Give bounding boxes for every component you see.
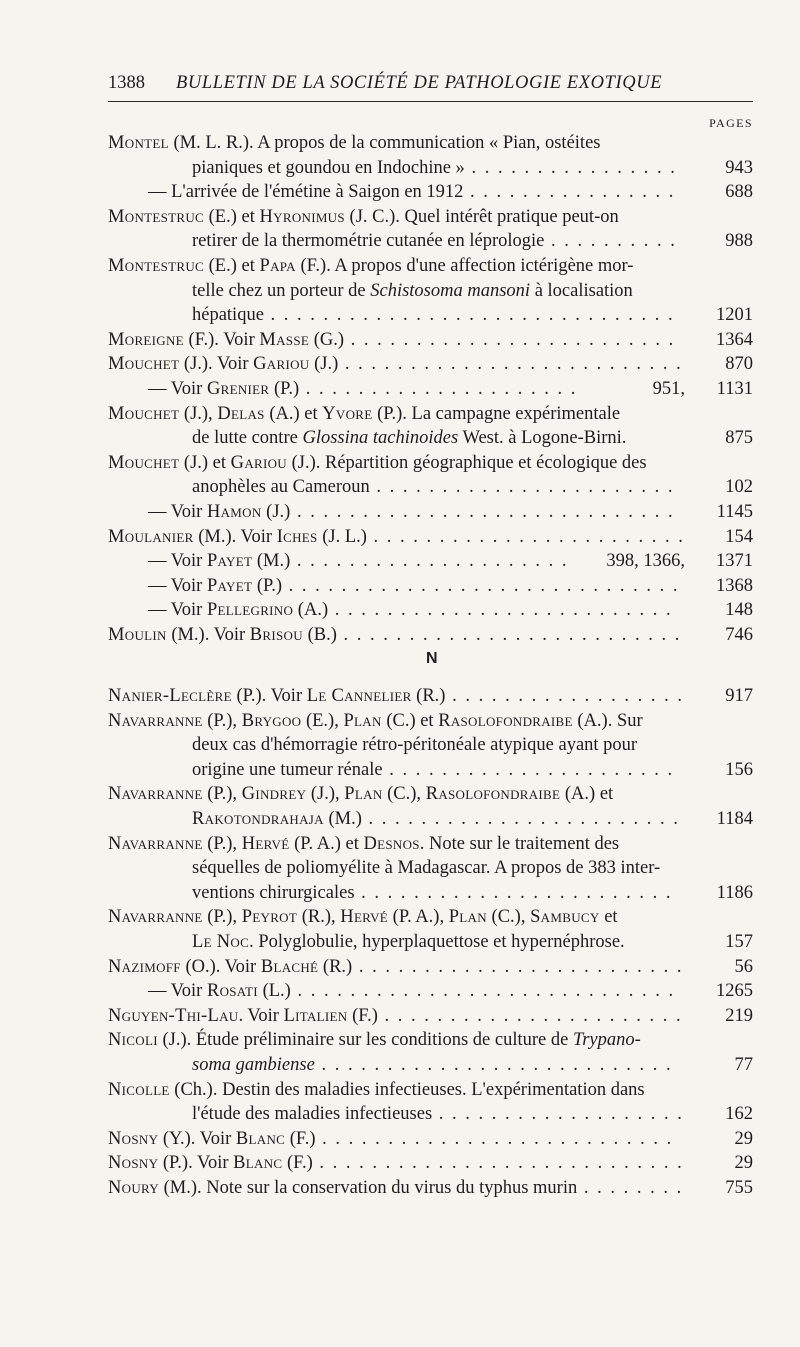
author-name: Gariou [230, 452, 287, 473]
index-section-m [108, 131, 753, 647]
author-name: Plan [344, 784, 383, 805]
dot-leader: . . . . . . . . . . . . . . . . . . . . . [299, 378, 578, 399]
author-name: Delas [217, 403, 265, 424]
author-name: Montestruc [108, 255, 205, 276]
entry-text: pianiques et goundou en Indochine » [192, 157, 465, 178]
entry-text: (P. A.) et [289, 833, 364, 854]
page-number-ref: 77 [734, 1054, 753, 1075]
italic-term: Glossina tachinoides [302, 428, 459, 449]
index-entry [108, 1028, 753, 1077]
ditto-dash: — [148, 575, 167, 596]
entry-text: hépatique [192, 305, 264, 326]
entry-text: (J.). Voir [179, 354, 254, 375]
index-entry [108, 782, 753, 831]
entry-text: (E.) et [204, 255, 260, 276]
entry-text: l'étude des maladies infectieuses [192, 1104, 433, 1125]
author-name: Nazimoff [108, 956, 181, 977]
author-name: Peyrot [241, 907, 298, 928]
dot-leader: . . . . . . . . . . . . . . . . [463, 182, 676, 203]
author-name: Plan [343, 710, 382, 731]
entry-text: (F.). Voir [183, 329, 260, 350]
dot-leader: . . . . . . . . . . . . . . . . . . . . . . . [377, 1005, 683, 1026]
dot-leader: . . . . . . . . . . . . . . . . . . . . . . . . . . . . . [290, 981, 676, 1002]
pages-column-label: PAGES [709, 116, 753, 130]
page-number-ref: 154 [725, 526, 753, 547]
entry-text: (P.) [252, 575, 283, 596]
index-entry [108, 1151, 753, 1176]
page-number-ref: 56 [734, 956, 753, 977]
entry-text: West. à Logone-Birni. [458, 428, 627, 449]
author-name: Navarranne [108, 784, 203, 805]
entry-text: (R.) [318, 956, 353, 977]
entry-text: (J.). Répartition géographique et écologique des [286, 452, 647, 473]
page-number-ref: 746 [725, 624, 753, 645]
page-number-ref: 157 [725, 931, 753, 952]
author-name: Nguyen-Thi-Lau [108, 1005, 239, 1026]
entry-text: (Ch.). Destin des maladies infectieuses. L'expérimentation dans [169, 1079, 645, 1100]
entry-text: (J. C.). Quel intérêt pratique peut-on [344, 206, 619, 227]
ditto-dash: — [148, 501, 167, 522]
author-name: Blaché [260, 956, 319, 977]
author-name: Montel [108, 133, 169, 153]
entry-text: (F.) [285, 1128, 316, 1149]
entry-text: origine une tumeur rénale [192, 759, 383, 780]
page-number-ref: 1364 [716, 329, 753, 350]
entry-text: (J.), [306, 784, 345, 805]
page-number-ref: 1145 [716, 501, 753, 522]
page-number: 1388 [108, 73, 145, 93]
author-name: Moulin [108, 624, 167, 645]
author-name: Masse [259, 329, 310, 350]
page-number-ref: 102 [725, 477, 753, 498]
entry-text: (P.), [202, 907, 242, 928]
dot-leader: . . . . . . . . . . [544, 231, 677, 252]
entry-text: Voir [166, 378, 207, 399]
dot-leader: . . . . . . . . . . . . . . . . . . . . . . . . . . [338, 354, 683, 375]
entry-text: anophèles au Cameroun [192, 477, 370, 498]
author-name: Sambucy [530, 907, 600, 928]
dot-leader: . . . . . . . . . . . . . . . . . . . . . . . . . . [336, 624, 682, 645]
author-name: Payet [206, 551, 253, 572]
dot-leader: . . . . . . . . . . . . . . . . . . . . . . . . . . . [315, 1128, 674, 1149]
page-number-ref: 29 [734, 1153, 753, 1174]
ditto-dash: — [148, 551, 167, 572]
entry-text: (G.) [309, 329, 345, 350]
entry-text: ventions chirurgicales [192, 882, 355, 903]
index-entry [108, 905, 753, 954]
entry-text: (O.). Voir [180, 956, 261, 977]
dot-leader: . . . . . . . . . . . . . . . . . . [445, 686, 684, 706]
index-entry [108, 1078, 753, 1127]
entry-text: L'arrivée de l'émétine à Saigon en 1912 [166, 182, 464, 203]
author-name: Brygoo [241, 710, 302, 731]
entry-text: Voir [166, 501, 207, 522]
index-entry [108, 549, 753, 574]
author-name: Le Cannelier [306, 686, 412, 706]
ditto-dash: — [148, 182, 167, 203]
entry-text: (P.), [202, 710, 242, 731]
index-entry [108, 979, 753, 1004]
entry-text: (E.) et [204, 206, 260, 227]
index-entry [108, 328, 753, 353]
entry-text: (M. L. R.). A propos de la communication « Pian, ostéites [168, 133, 601, 153]
author-name: Rosati [206, 981, 258, 1002]
index-entry [108, 1127, 753, 1152]
entry-text: (M.). Note sur la conservation du virus du typhus murin [158, 1177, 578, 1198]
entry-text: (C.) et [381, 710, 439, 731]
page-number-ref: 29 [734, 1128, 753, 1149]
entry-text: (M.). Voir [166, 624, 250, 645]
dot-leader: . . . . . . . . . . . . . . . . . . . . . . . . . . [328, 600, 673, 621]
entry-text: (J.), [179, 403, 218, 424]
page-number-ref: 870 [725, 354, 753, 375]
author-name: Nicoli [108, 1030, 158, 1051]
index-entry [108, 500, 753, 525]
italic-term: Trypano- [572, 1030, 641, 1051]
index-entry [108, 1176, 753, 1201]
page-number-ref: 917 [725, 686, 753, 706]
author-name: Blanc [235, 1128, 286, 1149]
entry-text: (A.) et [264, 403, 323, 424]
entry-text: (C.), [486, 907, 531, 928]
author-name: Plan [448, 907, 487, 928]
index-entry [108, 598, 753, 623]
section-letter-n: N [426, 650, 439, 667]
author-name: Iches [276, 526, 318, 547]
index-entry [108, 955, 753, 980]
page-number-ref: 1371 [716, 551, 753, 572]
entry-text: retirer de la thermométrie cutanée en léprologie [192, 231, 545, 252]
dot-leader: . . . . . . . . . . . . . . . . [464, 157, 677, 178]
index-entry [108, 352, 753, 377]
page-ref: 398, 1366, [606, 551, 685, 572]
entry-text: (P.) [269, 378, 300, 399]
dot-leader: . . . . . . . . . . . . . . . . . . . . . . . . . . . . . [290, 501, 675, 522]
dot-leader: . . . . . . . . . . . . . . . . . . . . . [290, 551, 569, 572]
entry-text: (P. A.), [388, 907, 449, 928]
entry-text: (P.), [202, 784, 242, 805]
italic-term: soma gambiense [192, 1054, 315, 1075]
page-number-ref: 156 [725, 759, 753, 780]
page-ref: 951, [652, 378, 685, 399]
page-number-ref: 1368 [716, 575, 753, 596]
entry-text: (M.). Voir [193, 526, 277, 547]
entry-text: (P.), [202, 833, 242, 854]
dot-leader: . . . . . . . . . . . . . . . . . . . . . . . . [366, 526, 685, 547]
author-name: Litalien [283, 1005, 348, 1026]
entry-text: (E.), [301, 710, 344, 731]
dot-leader: . . . . . . . . . . . . . . . . . . . . . . . . . [352, 956, 684, 977]
index-entry [108, 402, 753, 451]
entry-text: (M.) [252, 551, 291, 572]
index-section-n [108, 684, 753, 1200]
author-name: Desnos [363, 833, 420, 854]
author-name: Le Noc [192, 931, 250, 952]
index-entry [108, 131, 753, 180]
page-number-ref: 162 [725, 1104, 753, 1125]
index-entry [108, 623, 753, 648]
author-name: Nosny [108, 1128, 159, 1149]
page-number-ref: 875 [725, 428, 753, 449]
entry-text: (F.) [282, 1153, 313, 1174]
author-name: Papa [259, 255, 296, 276]
dot-leader: . . . . . . . . . . . . . . . . . . . . . . . [369, 477, 675, 498]
author-name: Nosny [108, 1153, 159, 1174]
entry-text: . Voir [238, 1005, 284, 1026]
entry-text: Voir [166, 575, 207, 596]
entry-text: (B.) [302, 624, 337, 645]
author-name: Nanier-Leclère [108, 686, 232, 706]
author-name: Grenier [206, 378, 270, 399]
author-name: Gariou [253, 354, 310, 375]
page-number-ref: 148 [725, 600, 753, 621]
dot-leader: . . . . . . . . . . . . . . . . . . . . . . . . . . . . . . [282, 575, 680, 596]
ditto-dash: — [148, 600, 167, 621]
running-title: BULLETIN DE LA SOCIÉTÉ DE PATHOLOGIE EXOTIQUE [176, 73, 663, 93]
entry-text: (J.) [309, 354, 339, 375]
index-entry [108, 1004, 753, 1029]
index-entry [108, 574, 753, 599]
author-name: Noury [108, 1177, 159, 1198]
author-name: Rakotondrahaja [192, 808, 324, 829]
entry-text: (R.) [411, 686, 446, 706]
entry-text: (J.) et [179, 452, 231, 473]
author-name: Mouchet [108, 452, 180, 473]
dot-leader: . . . . . . . . . . . . . . . . . . . . . . . . . . . . . . . [263, 305, 675, 326]
dot-leader: . . . . . . . . . . . . . . . . . . . . . . . . [354, 882, 673, 903]
author-name: Payet [206, 575, 253, 596]
author-name: Navarranne [108, 907, 203, 928]
dot-leader: . . . . . . . . . . . . . . . . . . . . . . . . . . . . [312, 1153, 684, 1174]
entry-text: (J.) [261, 501, 291, 522]
dot-leader: . . . . . . . . [577, 1177, 684, 1198]
page-number-ref: 1131 [716, 378, 753, 399]
author-name: Hamon [206, 501, 262, 522]
author-name: Gindrey [241, 784, 307, 805]
page-number-ref: 1186 [716, 882, 753, 903]
index-entry [108, 451, 753, 500]
author-name: Navarranne [108, 833, 203, 854]
index-entry [108, 180, 753, 205]
index-entry [108, 525, 753, 550]
index-entry [108, 377, 753, 402]
dot-leader: . . . . . . . . . . . . . . . . . . . . . . . . [361, 808, 680, 829]
entry-text: Voir [166, 600, 207, 621]
entry-text: Voir [166, 551, 207, 572]
entry-text: . Note sur le traitement des [419, 833, 620, 854]
dot-leader: . . . . . . . . . . . . . . . . . . . . . . . . . . . [314, 1054, 673, 1075]
author-name: Yvore [322, 403, 373, 424]
author-name: Mouchet [108, 403, 180, 424]
entry-text: (R.), [297, 907, 341, 928]
dot-leader: . . . . . . . . . . . . . . . . . . . . . . . . . [344, 329, 676, 350]
index-entry [108, 684, 753, 709]
entry-text: et [599, 907, 618, 928]
author-name: Hyronimus [259, 206, 345, 227]
entry-text: Voir [166, 981, 207, 1002]
entry-text: deux cas d'hémorragie rétro-péritonéale atypique ayant pour [192, 735, 638, 756]
author-name: Hervé [241, 833, 290, 854]
page-number-ref: 943 [725, 157, 753, 178]
author-name: Moulanier [108, 526, 194, 547]
page-number-ref: 1201 [716, 305, 753, 326]
entry-text: (M.) [323, 808, 362, 829]
page-number-ref: 1265 [716, 981, 753, 1002]
author-name: Nicolle [108, 1079, 170, 1100]
author-name: Hervé [340, 907, 389, 928]
dot-leader: . . . . . . . . . . . . . . . . . . . . . . [382, 759, 675, 780]
author-name: Pellegrino [206, 600, 294, 621]
entry-text: (F.). A propos d'une affection ictérigène mor- [295, 255, 634, 276]
index-entry [108, 832, 753, 906]
author-name: Rasolofondraibe [425, 784, 561, 805]
author-name: Mouchet [108, 354, 180, 375]
author-name: Moreigne [108, 329, 184, 350]
entry-text: (L.) [257, 981, 291, 1002]
page-number-ref: 755 [725, 1177, 753, 1198]
entry-text: de lutte contre [192, 428, 303, 449]
index-entry [108, 205, 753, 254]
entry-text: (P.). Voir [231, 686, 307, 706]
italic-term: Schistosoma mansoni [370, 280, 531, 301]
page-number-ref: 988 [725, 231, 753, 252]
entry-text: telle chez un porteur de [192, 280, 371, 301]
entry-text: (P.). La campagne expérimentale [372, 403, 621, 424]
entry-text: (A.). Sur [572, 710, 643, 731]
ditto-dash: — [148, 378, 167, 399]
entry-text: (F.) [347, 1005, 378, 1026]
page-header [108, 70, 753, 96]
entry-text: (J.). Étude préliminaire sur les conditions de culture de [157, 1030, 573, 1051]
page-number-ref: 688 [725, 182, 753, 203]
entry-text: séquelles de poliomyélite à Madagascar. A propos de 383 inter- [192, 858, 661, 879]
entry-text: (A.) [293, 600, 329, 621]
entry-text: (A.) et [560, 784, 614, 805]
index-entry [108, 709, 753, 783]
author-name: Montestruc [108, 206, 205, 227]
entry-text: (Y.). Voir [158, 1128, 236, 1149]
entry-text: à localisation [530, 280, 633, 301]
author-name: Blanc [233, 1153, 283, 1174]
ditto-dash: — [148, 981, 167, 1002]
header-rule [108, 101, 753, 102]
index-entry [108, 254, 753, 328]
entry-text: (P.). Voir [158, 1153, 234, 1174]
author-name: Navarranne [108, 710, 203, 731]
entry-text: (J. L.) [317, 526, 367, 547]
dot-leader: . . . . . . . . . . . . . . . . . . . [432, 1104, 684, 1125]
author-name: Rasolofondraibe [438, 710, 573, 731]
entry-text: (C.), [382, 784, 426, 805]
entry-text: . Polyglobulie, hyperplaquettose et hypernéphrose. [249, 931, 625, 952]
page-number-ref: 219 [725, 1005, 753, 1026]
author-name: Brisou [249, 624, 303, 645]
page-number-ref: 1184 [716, 808, 753, 829]
